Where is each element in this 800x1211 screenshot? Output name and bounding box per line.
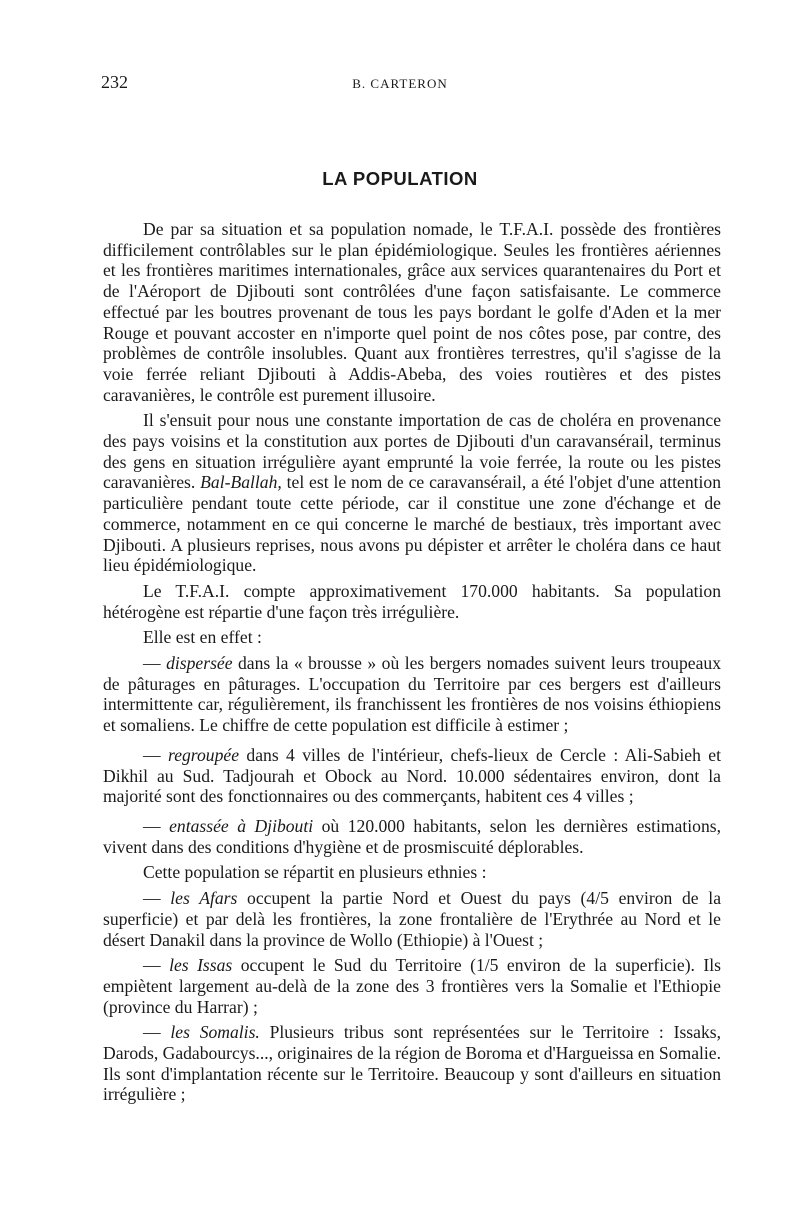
running-title: B. CARTERON xyxy=(352,76,448,91)
paragraph-ethnies: Cette population se répartit en plusieurs ethnies : xyxy=(143,862,487,883)
paragraph-regroupee: — regroupée dans 4 villes de l'intérieur, chefs-lieux de Cercle : Ali-Sabieh et Dikhil au Sud. Tadjourah et Obock au Nord. 10.000 sédentaires environ, dont la majorité sont des fonctionnaires ou des commerçants, habitent ces 4 villes ; xyxy=(103,744,721,807)
paragraph-issas: — les Issas occupent le Sud du Territoire (1/5 environ de la superficie). Ils empiètent largement au-delà de la zone des 3 frontières vers la Somalie et l'Ethiopie (province du Harrar) ; xyxy=(103,955,722,1017)
paragraph-cholera: Il s'ensuit pour nous une constante importation de cas de choléra en provenance des pays voisins et la constitution aux portes de Djibouti d'un caravansérail, terminus des gens en situation irrégulière ayant emprunté la voie ferrée, la route ou les pistes caravanières. Bal-Ballah, tel est le nom de ce caravansérail, a été l'objet d'une attention particulière pendant toute cette période, car il constitue une zone d'échange et de commerce, notamment en ce qui concerne le marché de bestiaux, très important avec Djibouti. A plusieurs reprises, nous avons pu dépister et arrêter le choléra dans ce haut lieu épidémiologique. xyxy=(103,410,721,576)
paragraph-afars: — les Afars occupent la partie Nord et Ouest du pays (4/5 environ de la superficie) et par delà les frontières, la zone frontalière de l'Erythrée au Nord et le désert Danakil dans la province de Wollo (Ethiopie) à l'Ouest ; xyxy=(103,888,722,950)
paragraph-effet: Elle est en effet : xyxy=(143,627,262,648)
paragraph-intro: De par sa situation et sa population nomade, le T.F.A.I. possède des frontières difficilement contrôlables sur le plan épidémiologique. Seules les frontières aériennes et les frontières maritimes internationales, grâce aux services quarantenaires du Port et de l'Aéroport de Djibouti sont contrôlées d'une façon satisfaisante. Le commerce effectué par les boutres provenant de tous les pays bordant le golfe d'Aden et la mer Rouge et pouvant accoster en n'importe quel point de nos côtes pose, par contre, des problèmes de contrôle insolubles. Quant aux frontières terrestres, qu'il s'agisse de la voie ferrée reliant Djibouti à Addis-Abeba, des voies routières et des pistes caravanières, le contrôle est purement illusoire. xyxy=(103,219,721,405)
paragraph-habitants: Le T.F.A.I. compte approximativement 170.000 habitants. Sa population hétérogène est répartie d'une façon très irrégulière. xyxy=(103,580,721,622)
paragraph-somalis: — les Somalis. Plusieurs tribus sont représentées sur le Territoire : Issaks, Darods, Gadabourcys..., originaires de la région de Boroma et d'Hargueissa en Somalie. Ils sont d'implantation récente sur le Territoire. Beaucoup y sont d'ailleurs en situation irrégulière ; xyxy=(103,1022,721,1105)
section-title: LA POPULATION xyxy=(322,168,478,189)
page-number: 232 xyxy=(101,72,128,92)
body-text xyxy=(103,219,721,1110)
paragraph-dispersee: — dispersée dans la « brousse » où les bergers nomades suivent leurs troupeaux de pâturages en pâturages. L'occupation du Territoire par ces bergers est d'ailleurs intermittente car, régulièrement, ils franchissent les frontières de nos voisins éthiopiens et somaliens. Le chiffre de cette population est difficile à estimer ; xyxy=(103,653,721,736)
paragraph-entassee: — entassée à Djibouti où 120.000 habitants, selon les dernières estimations, vivent dans des conditions d'hygiène et de prosmiscuité déplorables. xyxy=(103,815,721,857)
